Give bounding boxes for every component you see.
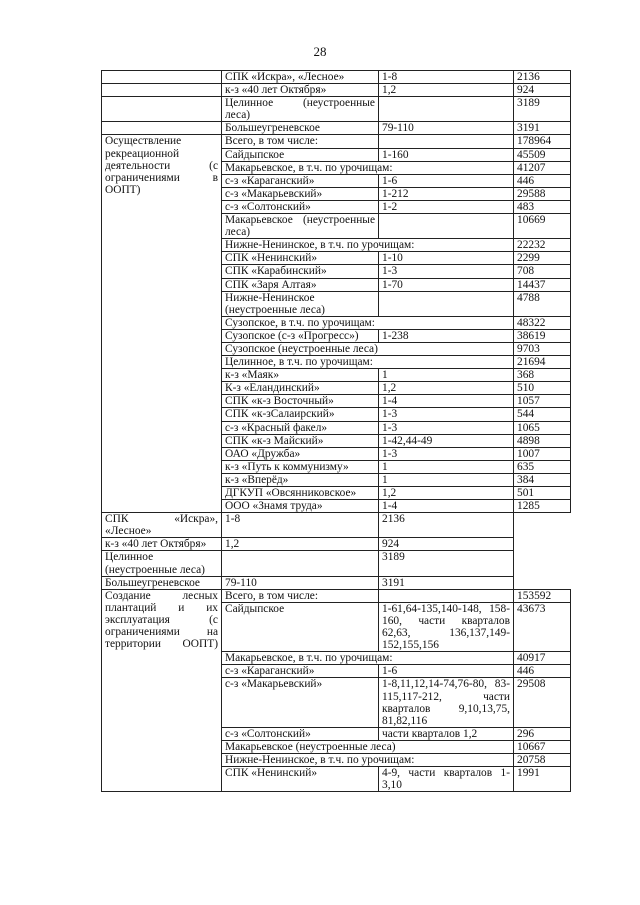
activity-cell bbox=[102, 71, 222, 84]
area-cell: 22232 bbox=[514, 239, 571, 252]
area-cell: 384 bbox=[514, 473, 571, 486]
quarters-cell: 1-8,11,12,14-74,76-80, 83-115,117-212, части кварталов 9,10,13,75, 81,82,116 bbox=[379, 678, 514, 727]
area-cell: 501 bbox=[514, 487, 571, 500]
area-cell: 48322 bbox=[514, 316, 571, 329]
area-cell: 1007 bbox=[514, 447, 571, 460]
place-cell: с-з «Караганский» bbox=[222, 665, 379, 678]
place-cell: ОАО «Дружба» bbox=[222, 447, 379, 460]
place-cell: с-з «Красный факел» bbox=[222, 421, 379, 434]
area-cell: 2136 bbox=[514, 71, 571, 84]
quarters-cell: 1-61,64-135,140-148, 158-160, части кварталов 62,63, 136,137,149-152,155,156 bbox=[379, 602, 514, 651]
table-row bbox=[102, 135, 571, 148]
table-row bbox=[102, 97, 571, 122]
quarters-cell: 1-212 bbox=[379, 187, 514, 200]
place-cell: Большеугреневское bbox=[222, 122, 379, 135]
quarters-cell: 1-238 bbox=[379, 329, 514, 342]
area-cell: 1057 bbox=[514, 395, 571, 408]
area-cell: 635 bbox=[514, 460, 571, 473]
place-cell: ООО «Знамя труда» bbox=[222, 500, 379, 513]
quarters-cell: 1-6 bbox=[379, 174, 514, 187]
activity-cell: Осуществление рекреационной деятельности (с ограничениями в ООПТ) bbox=[102, 135, 222, 513]
table-row bbox=[102, 71, 571, 84]
place-cell: Нижне-Ненинское (неустроенные леса) bbox=[222, 291, 379, 316]
activity-cell bbox=[102, 97, 222, 122]
place-cell: Целинное (неустроенные леса) bbox=[102, 551, 222, 576]
place-cell: Сайдыпское bbox=[222, 148, 379, 161]
quarters-cell bbox=[379, 135, 514, 148]
quarters-cell: 1-6 bbox=[379, 665, 514, 678]
place-cell: ДГКУП «Овсянниковское» bbox=[222, 487, 379, 500]
area-cell: 178964 bbox=[514, 135, 571, 148]
table-row bbox=[102, 122, 571, 135]
place-cell: СПК «Ненинский» bbox=[222, 252, 379, 265]
place-cell: Целинное (неустроенные леса) bbox=[222, 97, 379, 122]
quarters-cell: 1-70 bbox=[379, 278, 514, 291]
place-cell: Макарьевское, в т.ч. по урочищам: bbox=[222, 652, 514, 665]
area-cell: 29508 bbox=[514, 678, 571, 727]
quarters-cell: 1-160 bbox=[379, 148, 514, 161]
place-cell: к-з «40 лет Октября» bbox=[222, 84, 379, 97]
area-cell: 21694 bbox=[514, 356, 571, 369]
quarters-cell bbox=[379, 291, 514, 316]
area-cell: 2299 bbox=[514, 252, 571, 265]
quarters-cell: 1-42,44-49 bbox=[379, 434, 514, 447]
place-cell: с-з «Караганский» bbox=[222, 174, 379, 187]
place-cell: Нижне-Ненинское, в т.ч. по урочищам: bbox=[222, 753, 514, 766]
area-cell: 446 bbox=[514, 174, 571, 187]
quarters-cell: 1,2 bbox=[379, 382, 514, 395]
quarters-cell: 4-9, части кварталов 1-3,10 bbox=[379, 767, 514, 792]
area-cell: 153592 bbox=[514, 589, 571, 602]
area-cell: 3191 bbox=[514, 122, 571, 135]
quarters-cell: 1 bbox=[379, 473, 514, 486]
quarters-cell: 1-4 bbox=[379, 500, 514, 513]
place-cell: СПК «Искра», «Лесное» bbox=[102, 513, 222, 538]
area-cell: 368 bbox=[514, 369, 571, 382]
place-cell: Сузопское, в т.ч. по урочищам: bbox=[222, 316, 514, 329]
quarters-cell: 1,2 bbox=[379, 84, 514, 97]
area-cell: 4788 bbox=[514, 291, 571, 316]
place-cell: к-з «Путь к коммунизму» bbox=[222, 460, 379, 473]
place-cell: Большеугреневское bbox=[102, 576, 222, 589]
area-cell: 924 bbox=[514, 84, 571, 97]
area-cell: 40917 bbox=[514, 652, 571, 665]
place-cell: Макарьевское (неустроенные леса) bbox=[222, 740, 514, 753]
quarters-cell: 1-8 bbox=[222, 513, 379, 538]
area-cell: 1065 bbox=[514, 421, 571, 434]
area-cell: 924 bbox=[379, 538, 514, 551]
area-cell: 9703 bbox=[514, 342, 571, 355]
area-cell: 43673 bbox=[514, 602, 571, 651]
table-row bbox=[102, 589, 571, 602]
place-cell: СПК «к-з Восточный» bbox=[222, 395, 379, 408]
place-cell: Сузопское (с-з «Прогресс») bbox=[222, 329, 379, 342]
place-cell: К-з «Еландинский» bbox=[222, 382, 379, 395]
place-cell: Целинное, в т.ч. по урочищам: bbox=[222, 356, 514, 369]
place-cell: с-з «Солтонский» bbox=[222, 200, 379, 213]
area-cell: 14437 bbox=[514, 278, 571, 291]
quarters-cell: 1 bbox=[379, 460, 514, 473]
area-cell: 446 bbox=[514, 665, 571, 678]
place-cell: с-з «Макарьевский» bbox=[222, 678, 379, 727]
place-cell: Нижне-Ненинское, в т.ч. по урочищам: bbox=[222, 239, 514, 252]
place-cell: СПК «к-зСалаирский» bbox=[222, 408, 379, 421]
quarters-cell: 1-3 bbox=[379, 421, 514, 434]
place-cell: с-з «Макарьевский» bbox=[222, 187, 379, 200]
area-cell: 296 bbox=[514, 727, 571, 740]
area-cell: 3189 bbox=[514, 97, 571, 122]
activity-cell bbox=[102, 84, 222, 97]
area-cell: 3189 bbox=[379, 551, 514, 576]
area-cell: 10667 bbox=[514, 740, 571, 753]
area-cell: 41207 bbox=[514, 161, 571, 174]
place-cell: с-з «Солтонский» bbox=[222, 727, 379, 740]
page-number: 28 bbox=[313, 44, 327, 59]
area-cell: 29588 bbox=[514, 187, 571, 200]
table-row bbox=[102, 84, 571, 97]
quarters-cell: 79-110 bbox=[222, 576, 379, 589]
place-cell: Сайдыпское bbox=[222, 602, 379, 651]
place-cell: Макарьевское, в т.ч. по урочищам: bbox=[222, 161, 514, 174]
quarters-cell: 1-8 bbox=[379, 71, 514, 84]
quarters-cell: 1-10 bbox=[379, 252, 514, 265]
place-cell: к-з «Вперёд» bbox=[222, 473, 379, 486]
area-cell: 708 bbox=[514, 265, 571, 278]
area-cell: 3191 bbox=[379, 576, 514, 589]
quarters-cell: 1-3 bbox=[379, 447, 514, 460]
place-cell: Всего, в том числе: bbox=[222, 589, 379, 602]
area-cell: 510 bbox=[514, 382, 571, 395]
area-cell: 1285 bbox=[514, 500, 571, 513]
quarters-cell: 1-4 bbox=[379, 395, 514, 408]
place-cell: Макарьевское (неустроенные леса) bbox=[222, 214, 379, 239]
quarters-cell: 1 bbox=[379, 369, 514, 382]
quarters-cell: 1-3 bbox=[379, 408, 514, 421]
place-cell: Сузопское (неустроенные леса) bbox=[222, 342, 514, 355]
quarters-cell bbox=[379, 214, 514, 239]
area-cell: 20758 bbox=[514, 753, 571, 766]
area-cell: 38619 bbox=[514, 329, 571, 342]
area-cell: 2136 bbox=[379, 513, 514, 538]
place-cell: СПК «Ненинский» bbox=[222, 767, 379, 792]
table-row bbox=[102, 538, 571, 551]
quarters-cell: части кварталов 1,2 bbox=[379, 727, 514, 740]
place-cell: СПК «к-з Майский» bbox=[222, 434, 379, 447]
place-cell: СПК «Искра», «Лесное» bbox=[222, 71, 379, 84]
activity-cell bbox=[102, 122, 222, 135]
area-cell: 10669 bbox=[514, 214, 571, 239]
area-cell: 1991 bbox=[514, 767, 571, 792]
table-body bbox=[102, 71, 571, 792]
place-cell: СПК «Карабинский» bbox=[222, 265, 379, 278]
quarters-cell: 1,2 bbox=[379, 487, 514, 500]
area-cell: 544 bbox=[514, 408, 571, 421]
place-cell: СПК «Заря Алтая» bbox=[222, 278, 379, 291]
quarters-cell bbox=[379, 589, 514, 602]
table-row bbox=[102, 551, 571, 576]
area-cell: 45509 bbox=[514, 148, 571, 161]
quarters-cell: 1-3 bbox=[379, 265, 514, 278]
place-cell: к-з «Маяк» bbox=[222, 369, 379, 382]
place-cell: Всего, в том числе: bbox=[222, 135, 379, 148]
quarters-cell: 1,2 bbox=[222, 538, 379, 551]
quarters-cell: 79-110 bbox=[379, 122, 514, 135]
activity-cell: Создание лесных плантаций и их эксплуатация (с ограничениями на территории ООПТ) bbox=[102, 589, 222, 792]
quarters-cell: 1-2 bbox=[379, 200, 514, 213]
area-cell: 4898 bbox=[514, 434, 571, 447]
quarters-cell bbox=[379, 97, 514, 122]
forest-use-table bbox=[101, 70, 571, 792]
table-row bbox=[102, 513, 571, 538]
quarters-cell bbox=[222, 551, 379, 576]
place-cell: к-з «40 лет Октября» bbox=[102, 538, 222, 551]
table-row bbox=[102, 576, 571, 589]
area-cell: 483 bbox=[514, 200, 571, 213]
